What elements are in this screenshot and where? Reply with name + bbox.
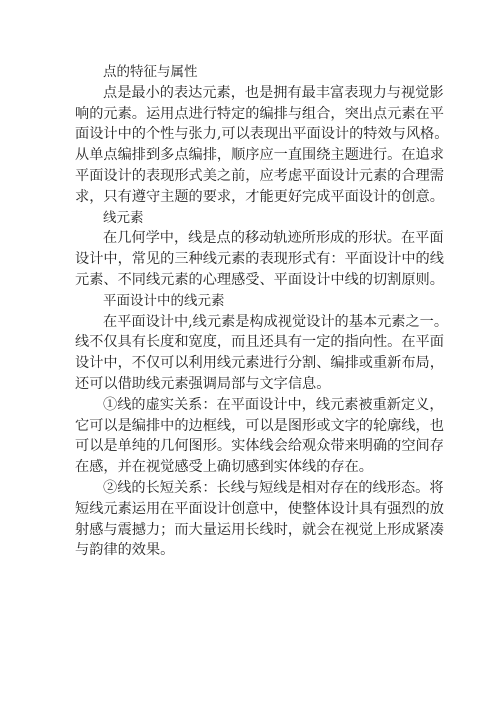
text-line: ①线的虚实关系：在平面设计中，线元素被重新定义， [103, 396, 444, 413]
paragraph [75, 478, 444, 561]
text-line: 短线元素运用在平面设计创意中，使整体设计具有强烈的放 [75, 500, 444, 517]
text-line: ②线的长短关系：长线与短线是相对存在的线形态。将 [103, 479, 444, 496]
text-line: 求，只有遵守主题的要求，才能更好完成平面设计的创意。 [75, 188, 444, 205]
section-heading: 点的特征与属性 [103, 64, 198, 80]
text-line: 在平面设计中,线元素是构成视觉设计的基本元素之一。 [103, 313, 449, 330]
text-line: 设计中，常见的三种线元素的表现形式有：平面设计中的线 [75, 251, 444, 268]
text-line: 元素、不同线元素的心理感受、平面设计中线的切割原则。 [75, 271, 444, 288]
text-line: 点是最小的表达元素，也是拥有最丰富表现力与视觉影 [103, 84, 444, 101]
paragraph [75, 228, 444, 290]
text-line: 还可以借助线元素强调局部与文字信息。 [75, 375, 331, 392]
text-line: 设计中，不仅可以利用线元素进行分割、编排或重新布局， [75, 355, 444, 372]
paragraph [75, 312, 449, 395]
text-line: 在几何学中，线是点的移动轨迹所形成的形状。在平面 [103, 230, 444, 247]
text-line: 在感，并在视觉感受上确切感到实体线的存在。 [75, 459, 373, 476]
text-line: 线不仅具有长度和宽度，而且还具有一定的指向性。在平面 [75, 334, 444, 351]
text-line: 与韵律的效果。 [75, 542, 175, 559]
paragraph [75, 395, 444, 478]
document-page [75, 62, 449, 561]
text-line: 从单点编排到多点编排，顺序应一直围绕主题进行。在追求 [75, 147, 444, 164]
paragraph [75, 83, 449, 208]
section-heading: 线元素 [103, 209, 144, 226]
text-line: 射感与震撼力；而大量运用长线时，就会在视觉上形成紧凑 [75, 521, 444, 538]
section-heading: 平面设计中的线元素 [103, 292, 225, 309]
text-line: 平面设计的表现形式美之前，应考虑平面设计元素的合理需 [75, 167, 444, 184]
text-line: 可以是单纯的几何图形。实体线会给观众带来明确的空间存 [75, 438, 444, 455]
text-line: 它可以是编排中的边框线，可以是图形或文字的轮廓线，也 [75, 417, 444, 434]
text-line: 面设计中的个性与张力,可以表现出平面设计的特效与风格。 [75, 126, 449, 143]
text-line: 响的元素。运用点进行特定的编排与组合，突出点元素在平 [75, 105, 444, 122]
